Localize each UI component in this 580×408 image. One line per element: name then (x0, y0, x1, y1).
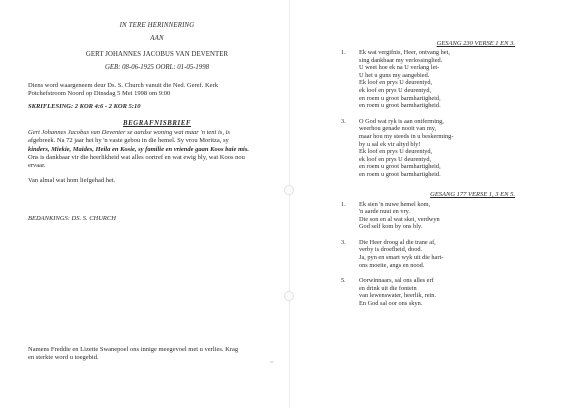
letter-line: kinders, Miekie, Maides, Heila en Kosie, sy familie en vriende gaan Koos baie mis. (28, 145, 249, 153)
verse-number: 1. (341, 49, 346, 56)
letter-line: Ons is dankbaar vir die heerlikheid wat alles oortref en wat ewig bly, wat Koos nou (28, 153, 245, 161)
verse-line: God self kom by ons bly. (359, 223, 423, 231)
punch-hole (284, 291, 294, 301)
verse-line: En God sal oor ons skyn. (359, 300, 423, 308)
condolence-line: Namens Freddie en Lizette Swanepoel ons innige meegevoel met u verlies. Krag (28, 346, 239, 353)
verse-line: ons moeite, angs en nood. (359, 261, 425, 269)
verse-number: 3. (341, 238, 346, 246)
hymn-2-verse-5 (339, 277, 569, 307)
hymn-1-title: GESANG 230 VERSE 1 EN 3. (436, 40, 515, 47)
verse-line: en roem u groot barmhartigheid. (359, 102, 441, 110)
verse-line: sing dankbaar my verlossinglied. (359, 56, 443, 64)
deceased-name: GERT JOHANNES JACOBUS VAN DEVENTER (85, 51, 229, 58)
verse-line: van lewenswater, heerlik, rein. (359, 292, 437, 300)
verse-line: Oorwinnaars, sal ons alles erf (359, 277, 434, 285)
left-panel (28, 22, 286, 223)
verse-line: en roem u groot barmhartigheid, (359, 94, 441, 102)
funeral-letter (28, 129, 286, 169)
scripture-reading: SKRIFLESING: 2 KOR 4:6 - 2 KOR 5:10 (28, 103, 141, 111)
verse-number: 1. (341, 200, 346, 208)
verse-line: en roem u groot barmhartigheid. (359, 170, 441, 178)
right-panel (339, 40, 569, 308)
verse-line: Ek loof en prys U deurentyd, (359, 148, 433, 156)
verse-line: ek loof en prys U deurentyd, (359, 155, 432, 163)
verse-line: U het u guns my aangebied. (359, 71, 430, 79)
hymn-1-verse-1 (339, 49, 569, 110)
verse-line: Die Heer droog al die trane af, (359, 238, 436, 246)
letter-line: afgebreek. Na 72 jaar het hy 'n vaste gebou in die hemel. Sy vrou Moritza, sy (28, 137, 229, 145)
service-info (28, 82, 286, 98)
verse-line: ek loof en prys U deurentyd, (359, 86, 432, 94)
aan-heading: AAN (150, 35, 164, 42)
service-line: Diens word waargeneem deur Ds. S. Church vanuit die Ned. Geref. Kerk (28, 82, 218, 90)
verse-line: maar hou my steeds in u beskerming- (359, 132, 454, 140)
verse-number: 5. (341, 277, 346, 285)
verse-line: 'n aarde nuut en vry. (359, 208, 410, 216)
verse-line: U weet hoe ek na U verlang let- (359, 64, 440, 72)
condolence-line: en sterkte word u toegebid. (28, 354, 99, 362)
verse-line: en drink uit die fontein (359, 284, 417, 292)
hymn-2-title: GESANG 177 VERSE 1, 3 EN 5. (430, 190, 515, 198)
fold-mark: ⌄ (268, 356, 276, 366)
verse-line: Ek wat vergifnis, Heer, ontvang het, (359, 49, 450, 56)
verse-line: weerhou genade nooit van my, (359, 125, 437, 133)
hymn-2-verse-1 (339, 201, 569, 231)
hymn-2-verse-3 (339, 239, 569, 269)
condolence-message (28, 346, 290, 362)
verse-line: O God wat ryk is aan ontferming, (359, 117, 444, 125)
verse-line: Ek loof en prys U deurentyd, (359, 79, 433, 87)
verse-line: by u sal ek vir altyd bly! (359, 140, 421, 148)
verse-line: verby is droefheid, dood. (359, 246, 423, 254)
service-line: Potchefstroom Noord op Dinsdag 5 Mei 1998 om 9:00 (28, 90, 171, 98)
letter-line: Gert Johannes Jacobus van Deventer se aardse woning wat maar 'n tent is, is (28, 129, 230, 137)
verse-line: en roem u groot barmhartigheid, (359, 163, 441, 171)
letter-closing: Van almal wat hom liefgehad het. (28, 176, 116, 184)
memoriam-heading: IN TERE HERINNERING (119, 22, 195, 29)
hymn-1-verse-3 (339, 118, 569, 179)
birth-death-dates: GEB: 08-06-1925 OORL: 01-05-1998 (104, 64, 209, 71)
verse-number: 3. (341, 117, 346, 125)
acknowledgements: BEDANKINGS: DS. S. CHURCH (28, 214, 116, 222)
letter-title: BEGRAFNISBRIEF (122, 120, 192, 128)
letter-line: ervaar. (28, 161, 46, 169)
verse-line: Die son en al wat skei, verdwyn (359, 215, 440, 223)
verse-line: Ek sien 'n nuwe hemel kom, (359, 200, 431, 208)
verse-line: Ja, pyn en smart wyk uit die hart- (359, 254, 444, 262)
